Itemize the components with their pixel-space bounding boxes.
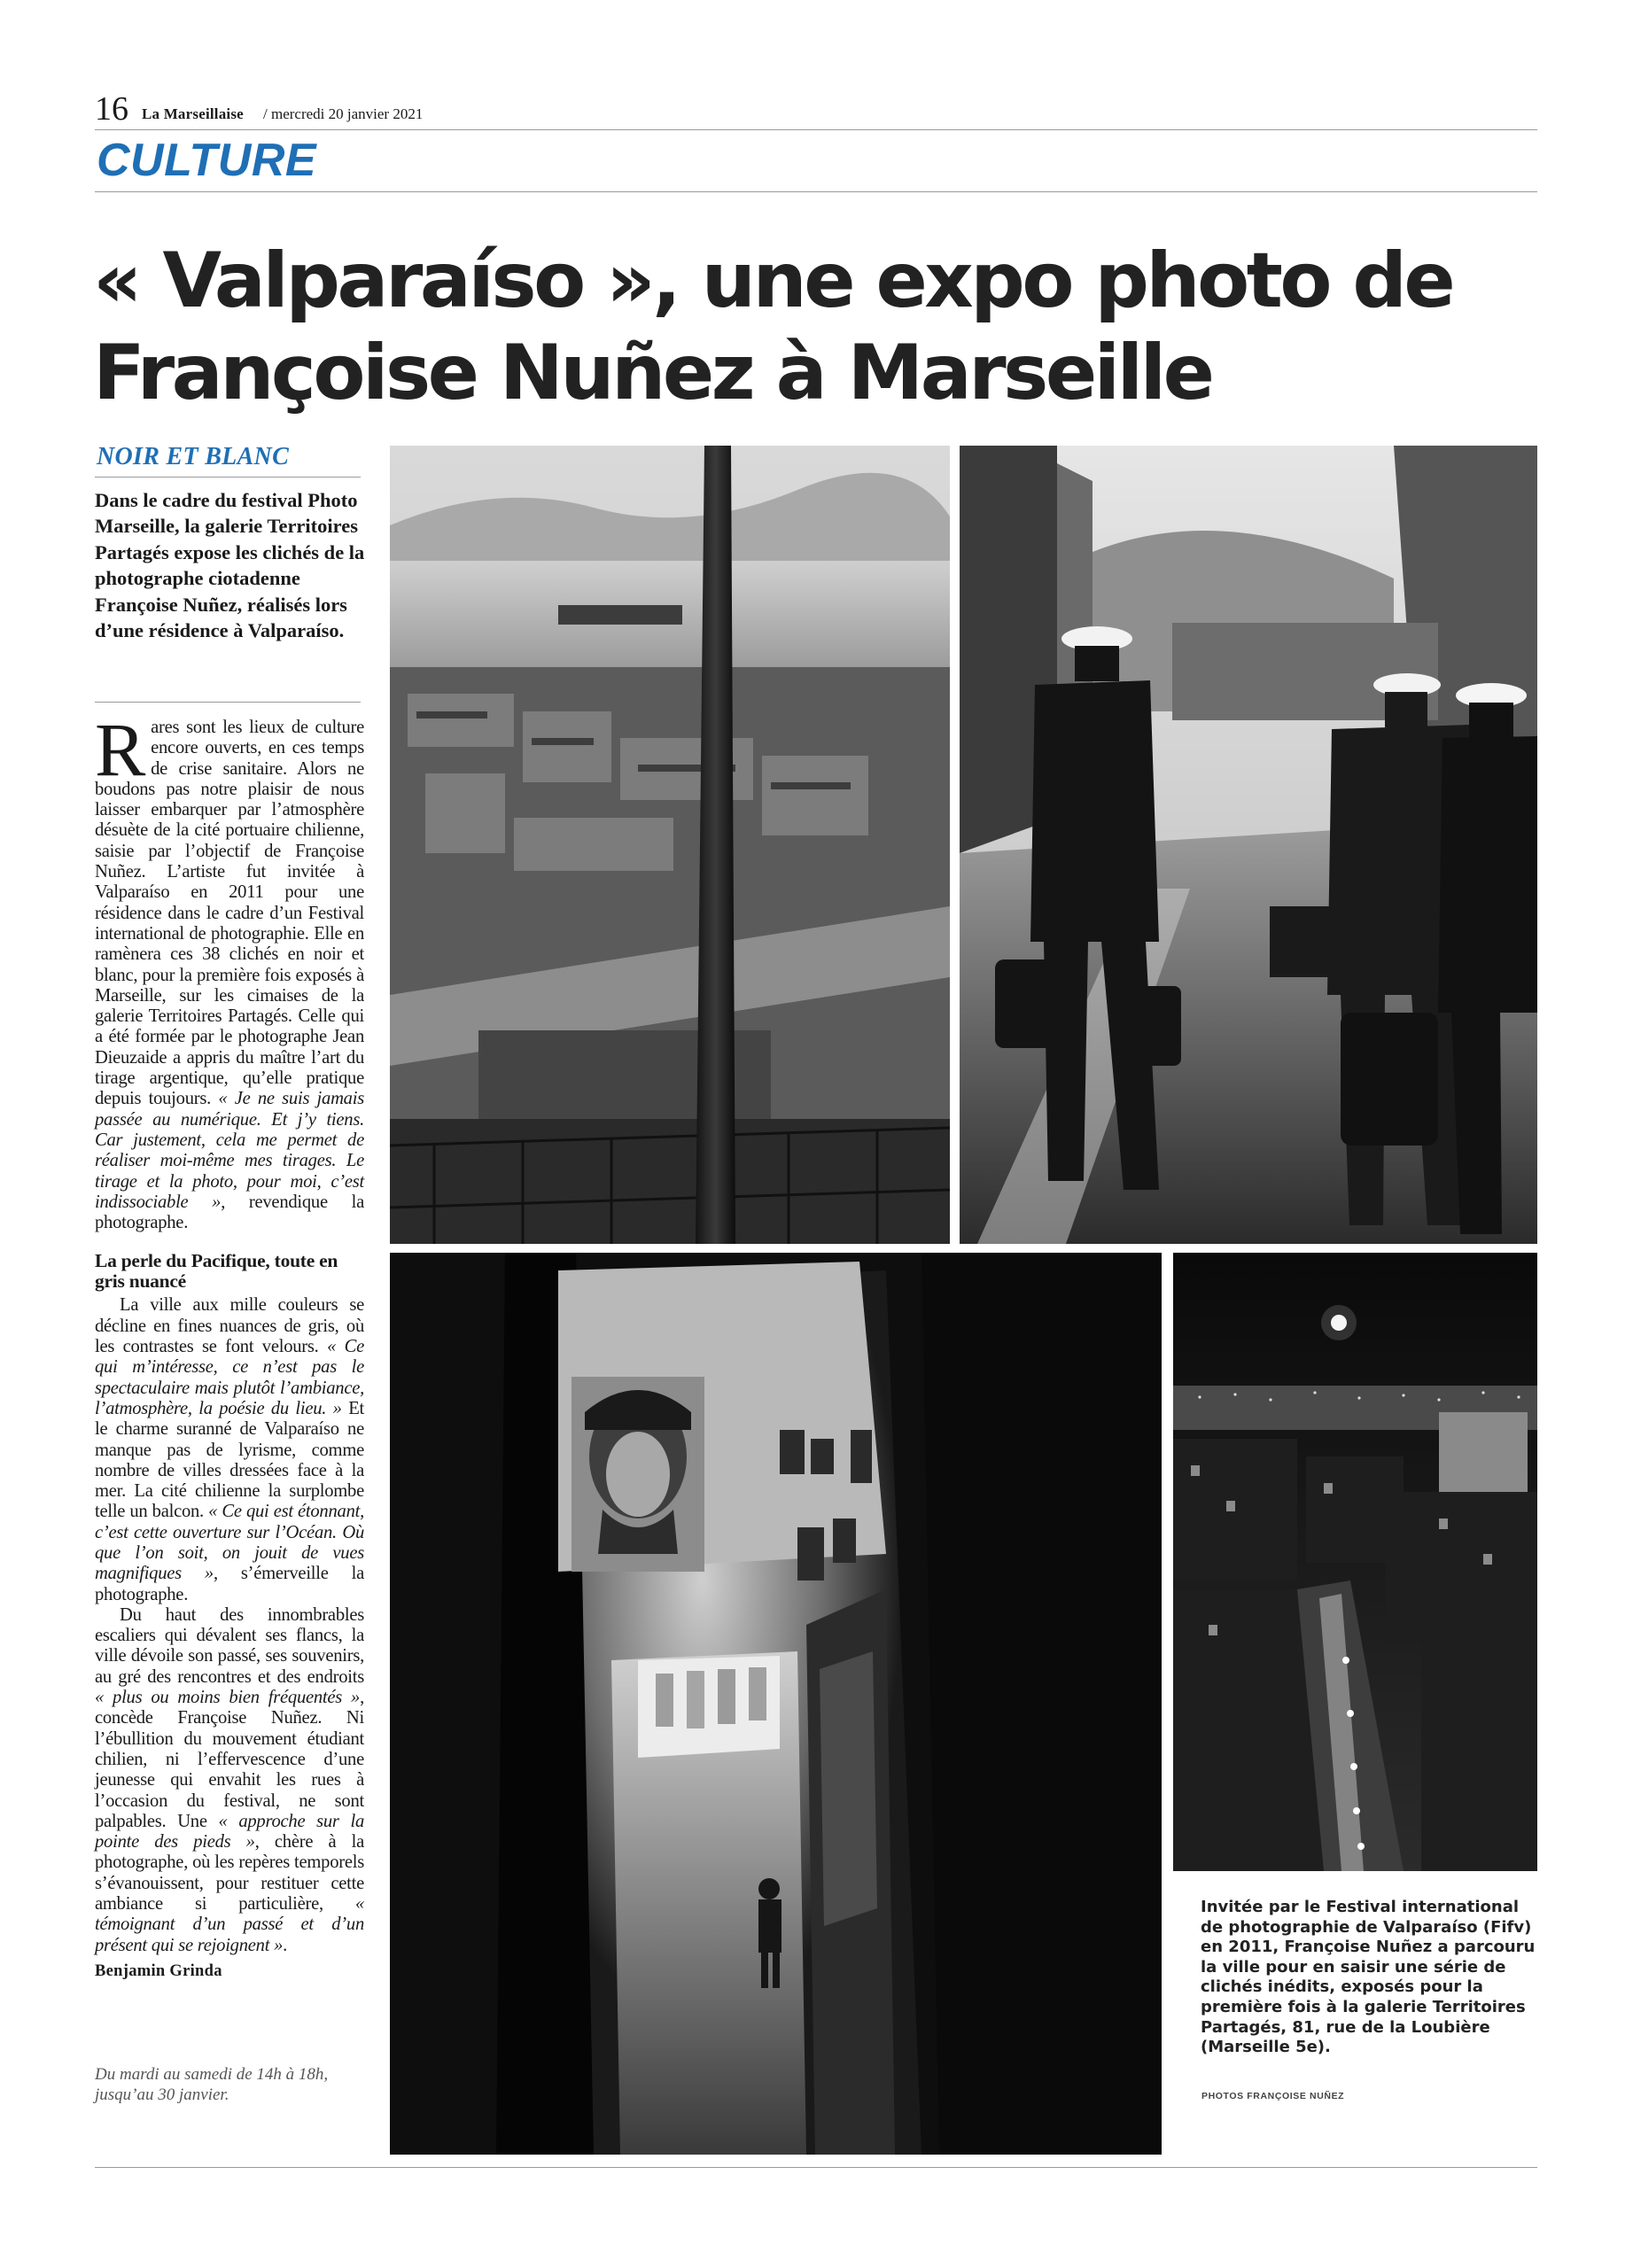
lead-paragraph: Dans le cadre du festival Photo Marseille, la galerie Territoires Partagés expose les clichés de la photographe ciotadenne Françoise Nuñez, réalisés lors d’une résidence à Valparaíso.	[95, 489, 365, 642]
photo-caption: Invitée par le Festival international de photographie de Valparaíso (Fifv) en 2011, Françoise Nuñez a parcouru la ville pour en saisir une série de clichés inédits, exposés pour la première fois à la galerie Territoires Partagés, 81, rue de la Loubière (Marseille 5e).	[1201, 1898, 1536, 2057]
rubric-rule	[95, 191, 1537, 192]
paragraph-1: Rares sont les lieux de culture encore ouverts, en ces temps de crise sanitaire. Alors ne boudons pas notre plaisir de nous laisser embarquer par l’atmosphère désuète de la cité portuaire chilienne, saisie par l’objectif de Françoise Nuñez. L’artiste fut invitée à Valparaíso en 2011 pour une résidence dans le cadre d’un Festival international de photographie. Elle en ramènera ces 38 clichés en noir et blanc, pour la première fois exposés à Marseille, sur les cimaises de la galerie Territoires Partagés. Celle qui a été formée par le photographe Jean Dieuzaide a appris du maître l’art du tirage argentique, qu’elle pratique depuis toujours. « Je ne suis jamais passée au numérique. Et j’y tiens. Car justement, cela me permet de réaliser moi-même mes tirages. Le tirage et la photo, pour moi, c’est indissociable », revendique la photographe.	[95, 707, 364, 1233]
paragraph-2: La ville aux mille couleurs se décline en fines nuances de gris, où les contrastes se font velours. « Ce qui m’intéresse, ce n’est pas le spectaculaire mais plutôt l’ambiance, l’atmosphère, la poésie du lieu. » Et le charme suranné de Valparaíso ne manque pas de lyrisme, comme nombre de villes dressées face à la mer. La cité chilienne la surplombe telle un balcon. « Ce qui est étonnant, c’est cette ouverture sur l’Océan. Où que l’on soit, on jouit de vues magnifiques », s’émerveille la photographe.	[95, 1295, 364, 1604]
footer-rule	[95, 2167, 1537, 2168]
author-signature: Benjamin Grinda	[95, 1961, 222, 1980]
photo-night-city	[1173, 1253, 1537, 1871]
article-body	[95, 707, 364, 1982]
photo-port-image	[390, 446, 950, 1244]
photo-sailors-image	[960, 446, 1537, 1244]
kicker-rule	[95, 477, 361, 478]
intertitle: La perle du Pacifique, toute en gris nuancé	[95, 1250, 338, 1293]
photo-hallway-image	[390, 1253, 1162, 2155]
page-number: 16	[95, 90, 128, 128]
paragraph-3: Du haut des innombrables escaliers qui dévalent ses flancs, la ville dévoile son passé, ses souvenirs, au gré des rencontres et des endroits « plus ou moins bien fréquentés », concède Françoise Nuñez. Ni l’ébullition du mouvement étudiant chilien, ni l’effervescence d’une jeunesse qui envahit les rues à l’occasion du festival, ne sont palpables. Une « approche sur la pointe des pieds », chère à la photographe, où les repères temporels s’évanouissent, pour restituer cette ambiance si particulière, « témoignant d’un passé et d’un présent qui se rejoignent ».	[95, 1604, 364, 1955]
drop-cap: R	[95, 707, 146, 792]
newspaper-name: La Marseillaise	[142, 105, 244, 122]
photo-night-city-image	[1173, 1253, 1537, 1871]
photo-sailors	[960, 446, 1537, 1244]
headline: « Valparaíso », une expo photo de Françoise Nuñez à Marseille	[93, 237, 1453, 417]
lead-rule	[95, 702, 361, 703]
photo-hallway	[390, 1253, 1162, 2155]
header-rule	[95, 129, 1537, 130]
photo-credit: PHOTOS FRANÇOISE NUÑEZ	[1201, 2091, 1345, 2101]
practical-info: Du mardi au samedi de 14h à 18h, jusqu’au 30 janvier.	[95, 2065, 329, 2104]
issue-date: / mercredi 20 janvier 2021	[263, 105, 424, 122]
photo-port	[390, 446, 950, 1244]
kicker: NOIR ET BLANC	[97, 443, 290, 470]
section-rubric: CULTURE	[97, 135, 317, 186]
